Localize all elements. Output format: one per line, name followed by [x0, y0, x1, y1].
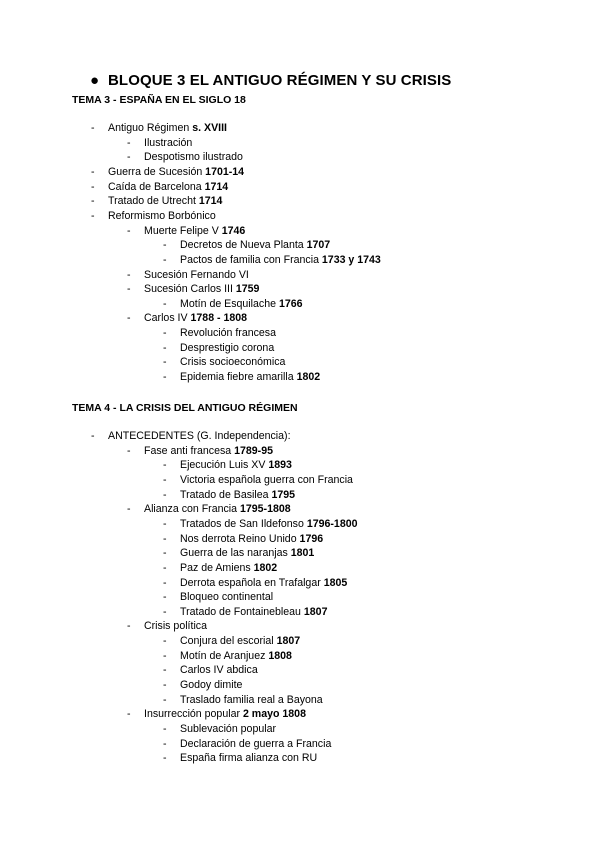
dash-bullet-icon: -	[163, 253, 167, 266]
outline-item-level-3	[0, 649, 600, 664]
item-label: Sucesión Fernando VI	[144, 268, 249, 281]
outline-item-text	[180, 693, 323, 708]
item-label: Tratado de Basilea	[180, 488, 272, 501]
item-date: 1714	[198, 195, 223, 208]
item-date: 1789-95	[234, 444, 273, 457]
dash-bullet-icon: -	[127, 708, 131, 721]
item-label: Derrota española en Trafalgar	[180, 576, 324, 589]
item-label: Victoria española guerra con Francia	[180, 473, 353, 486]
outline-item-text	[108, 180, 228, 195]
item-label: Desprestigio corona	[180, 341, 275, 354]
outline-item-text	[180, 546, 314, 561]
dash-bullet-icon: -	[163, 679, 167, 692]
item-label: Crisis socioeconómica	[180, 356, 286, 369]
item-label: Carlos IV	[144, 312, 191, 325]
outline-item-level-3	[0, 722, 600, 737]
outline-item-text	[108, 165, 244, 180]
item-label: Insurrección popular	[144, 708, 243, 721]
outline-item-text	[108, 209, 216, 224]
outline-item-level-1	[0, 180, 600, 195]
outline-item-level-3	[0, 326, 600, 341]
item-date: 1801	[290, 547, 315, 560]
dash-bullet-icon: -	[127, 224, 131, 237]
item-date: 1714	[204, 180, 229, 193]
outline-item-text	[180, 458, 292, 473]
dash-bullet-icon: -	[163, 635, 167, 648]
outline-item-level-3	[0, 517, 600, 532]
item-label: Carlos IV abdica	[180, 664, 258, 677]
outline-item-text	[180, 297, 303, 312]
outline-item-level-2	[0, 311, 600, 326]
dash-bullet-icon: -	[163, 532, 167, 545]
outline-item-level-2	[0, 150, 600, 165]
dash-bullet-icon: -	[91, 209, 95, 222]
item-label: Muerte Felipe V	[144, 224, 222, 237]
item-label: Reformismo Borbónico	[108, 209, 216, 222]
item-date: 1701-14	[205, 165, 245, 178]
outline-item-level-1	[0, 165, 600, 180]
outline-item-level-3	[0, 370, 600, 385]
outline-item-level-2	[0, 282, 600, 297]
outline-item-level-2	[0, 444, 600, 459]
item-label: Guerra de las naranjas	[180, 547, 291, 560]
item-date: 1807	[276, 635, 301, 648]
item-label: Ejecución Luis XV	[180, 459, 269, 472]
outline-item-text	[180, 532, 323, 547]
item-date: 1802	[296, 371, 321, 384]
outline-item-level-1	[0, 209, 600, 224]
dash-bullet-icon: -	[163, 473, 167, 486]
dash-bullet-icon: -	[163, 591, 167, 604]
dash-bullet-icon: -	[163, 664, 167, 677]
outline-item-level-2	[0, 619, 600, 634]
outline-item-level-3	[0, 751, 600, 766]
item-label: Tratado de Fontainebleau	[180, 605, 304, 618]
item-label: Sucesión Carlos III	[144, 283, 236, 296]
item-label: Bloqueo continental	[180, 591, 274, 604]
item-date: 1807	[303, 605, 328, 618]
item-label: Epidemia fiebre amarilla	[180, 371, 297, 384]
item-date: 1788 - 1808	[190, 312, 248, 325]
dash-bullet-icon: -	[127, 151, 131, 164]
item-date: 1802	[253, 561, 278, 574]
item-date: 1796	[299, 532, 324, 545]
outline-item-level-2	[0, 707, 600, 722]
outline-item-text	[180, 488, 295, 503]
outline-item-text	[180, 576, 347, 591]
dash-bullet-icon: -	[127, 312, 131, 325]
outline-item-text	[180, 722, 276, 737]
outline-item-level-3	[0, 561, 600, 576]
dash-bullet-icon: -	[163, 723, 167, 735]
item-date: 1795-1808	[239, 503, 291, 516]
dash-bullet-icon: -	[91, 122, 95, 134]
outline-item-text	[180, 238, 330, 253]
outline-item-text	[108, 194, 222, 209]
item-label: Antiguo Régimen	[108, 122, 193, 134]
dash-bullet-icon: -	[163, 327, 167, 340]
item-label: Motín de Aranjuez	[180, 649, 269, 662]
item-label: Alianza con Francia	[144, 503, 240, 516]
item-date: 2 mayo 1808	[242, 708, 306, 721]
outline-item-text	[144, 502, 291, 517]
outline-item-text	[180, 341, 274, 356]
outline-item-text	[144, 444, 273, 459]
outline-item-level-3	[0, 634, 600, 649]
outline-item-text	[144, 150, 243, 165]
bullet-icon: ●	[90, 72, 100, 89]
outline-item-text	[108, 429, 291, 444]
item-date: 1733 y 1743	[321, 253, 381, 266]
outline-item-text	[180, 678, 242, 693]
dash-bullet-icon: -	[91, 165, 95, 178]
outline-item-text	[180, 561, 277, 576]
dash-bullet-icon: -	[163, 341, 167, 354]
outline-item-text	[180, 737, 331, 752]
item-label: Revolución francesa	[180, 327, 276, 340]
outline-item-level-3	[0, 341, 600, 356]
outline-item-level-3	[0, 678, 600, 693]
item-label: Motín de Esquilache	[180, 297, 279, 310]
item-label: Tratados de San Ildefonso	[180, 517, 307, 530]
tema4-heading: TEMA 4 - LA CRISIS DEL ANTIGUO RÉGIMEN	[72, 402, 298, 414]
outline-item-level-3	[0, 737, 600, 752]
item-label: Guerra de Sucesión	[108, 165, 206, 178]
outline-item-level-3	[0, 355, 600, 370]
outline-item-level-1	[0, 429, 600, 444]
outline-item-level-3	[0, 238, 600, 253]
outline-item-text	[144, 268, 249, 283]
item-label: Tratado de Utrecht	[108, 195, 199, 208]
outline-item-text	[180, 634, 300, 649]
item-date: 1795	[271, 488, 296, 501]
outline-item-level-1	[0, 121, 600, 136]
outline-item-level-3	[0, 693, 600, 708]
item-date: s. XVIII	[192, 122, 227, 134]
dash-bullet-icon: -	[91, 180, 95, 193]
block-title-text: BLOQUE 3 EL ANTIGUO RÉGIMEN Y SU CRISIS	[108, 72, 452, 89]
dash-bullet-icon: -	[163, 693, 167, 706]
outline-item-level-3	[0, 458, 600, 473]
outline-item-level-1	[0, 194, 600, 209]
outline-item-level-2	[0, 268, 600, 283]
item-label: Decretos de Nueva Planta	[180, 239, 307, 252]
dash-bullet-icon: -	[127, 620, 131, 633]
dash-bullet-icon: -	[127, 268, 131, 281]
outline-item-text	[144, 707, 306, 722]
dash-bullet-icon: -	[163, 561, 167, 574]
outline-item-text	[144, 224, 245, 239]
outline-item-text	[180, 473, 353, 488]
outline-item-text	[144, 282, 259, 297]
item-date: 1759	[235, 283, 260, 296]
dash-bullet-icon: -	[163, 752, 167, 765]
dash-bullet-icon: -	[91, 195, 95, 208]
item-label: Despotismo ilustrado	[144, 151, 243, 164]
item-label: Conjura del escorial	[180, 635, 277, 648]
outline-item-level-3	[0, 488, 600, 503]
outline-item-text	[180, 649, 292, 664]
outline-item-level-3	[0, 605, 600, 620]
item-label: Ilustración	[144, 136, 193, 149]
dash-bullet-icon: -	[163, 371, 167, 384]
dash-bullet-icon: -	[163, 737, 167, 750]
dash-bullet-icon: -	[163, 649, 167, 662]
outline-item-text	[180, 517, 358, 532]
outline-item-level-3	[0, 546, 600, 561]
outline-item-level-3	[0, 663, 600, 678]
block-title	[90, 72, 451, 89]
outline-item-level-3	[0, 297, 600, 312]
item-label: España firma alianza con RU	[180, 752, 318, 765]
outline-item-text	[108, 121, 227, 136]
outline-item-text	[180, 590, 273, 605]
item-label: Declaración de guerra a Francia	[180, 737, 332, 750]
item-label: Sublevación popular	[180, 723, 277, 735]
dash-bullet-icon: -	[127, 444, 131, 457]
item-date: 1746	[221, 224, 246, 237]
item-label: Paz de Amiens	[180, 561, 254, 574]
dash-bullet-icon: -	[91, 430, 95, 442]
item-label: ANTECEDENTES (G. Independencia):	[108, 430, 291, 442]
outline-item-text	[180, 605, 327, 620]
outline-item-text	[180, 355, 285, 370]
item-date: 1796-1800	[306, 517, 358, 530]
outline-item-text	[180, 326, 276, 341]
item-label: Godoy dimite	[180, 679, 243, 692]
outline-item-text	[180, 751, 317, 766]
outline-item-level-3	[0, 532, 600, 547]
outline-item-level-2	[0, 502, 600, 517]
outline-item-text	[144, 136, 192, 151]
outline-item-text	[180, 370, 320, 385]
item-label: Pactos de familia con Francia	[180, 253, 322, 266]
item-date: 1805	[323, 576, 348, 589]
dash-bullet-icon: -	[163, 297, 167, 310]
item-date: 1766	[278, 297, 303, 310]
dash-bullet-icon: -	[163, 605, 167, 618]
item-date: 1893	[268, 459, 292, 472]
tema3-heading: TEMA 3 - ESPAÑA EN EL SIGLO 18	[72, 94, 246, 106]
outline-item-level-3	[0, 590, 600, 605]
item-date: 1707	[306, 239, 331, 252]
item-label: Crisis política	[144, 620, 207, 633]
item-label: Fase anti francesa	[144, 444, 235, 457]
dash-bullet-icon: -	[163, 356, 167, 369]
outline-item-level-3	[0, 576, 600, 591]
item-label: Traslado familia real a Bayona	[180, 693, 323, 706]
dash-bullet-icon: -	[127, 283, 131, 296]
outline-item-level-3	[0, 473, 600, 488]
dash-bullet-icon: -	[163, 576, 167, 589]
item-date: 1808	[268, 649, 292, 662]
outline-item-level-3	[0, 253, 600, 268]
dash-bullet-icon: -	[163, 239, 167, 252]
outline-item-text	[180, 253, 381, 268]
dash-bullet-icon: -	[127, 503, 131, 516]
outline-item-level-2	[0, 136, 600, 151]
outline-item-text	[144, 619, 207, 634]
dash-bullet-icon: -	[163, 517, 167, 530]
item-label: Caída de Barcelona	[108, 180, 205, 193]
outline-item-level-2	[0, 224, 600, 239]
dash-bullet-icon: -	[163, 488, 167, 501]
outline-item-text	[180, 663, 258, 678]
dash-bullet-icon: -	[163, 547, 167, 560]
dash-bullet-icon: -	[163, 459, 167, 472]
dash-bullet-icon: -	[127, 136, 131, 149]
outline-item-text	[144, 311, 247, 326]
item-label: Nos derrota Reino Unido	[180, 532, 300, 545]
